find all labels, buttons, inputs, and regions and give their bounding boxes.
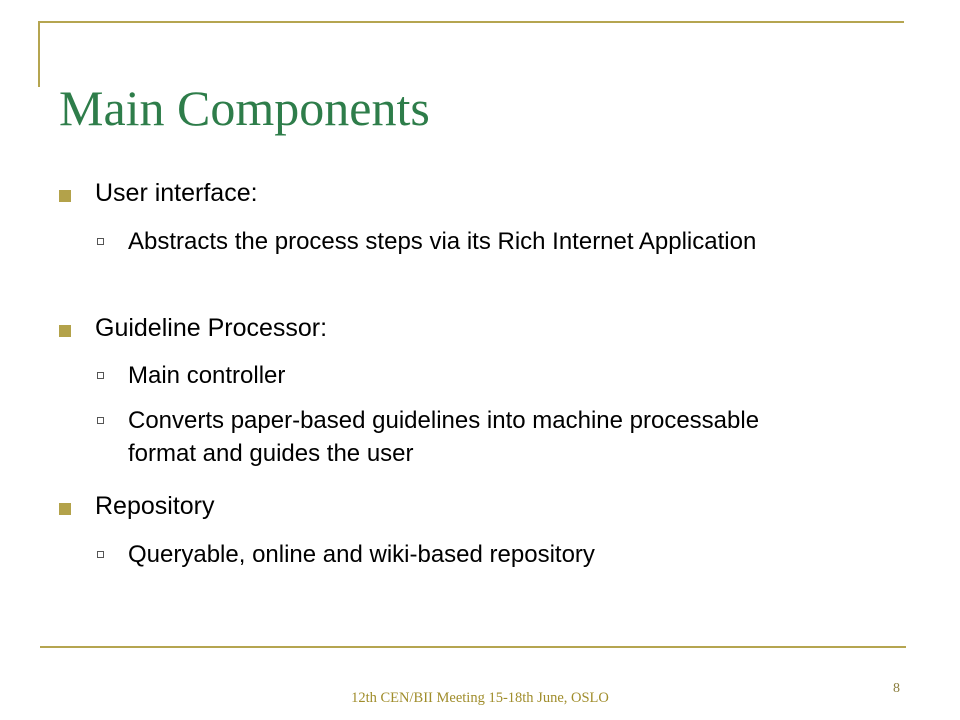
hollow-square-bullet-icon bbox=[97, 417, 104, 424]
hollow-square-bullet-icon bbox=[97, 238, 104, 245]
footer-caption: 12th CEN/BII Meeting 15-18th June, OSLO bbox=[351, 690, 609, 706]
square-bullet-icon bbox=[59, 190, 71, 202]
hollow-square-bullet-icon bbox=[97, 372, 104, 379]
sub-bullet-queryable-repository: Queryable, online and wiki-based repository bbox=[128, 541, 595, 568]
top-rule bbox=[38, 21, 904, 23]
sub-bullet-main-controller: Main controller bbox=[128, 362, 286, 389]
square-bullet-icon bbox=[59, 325, 71, 337]
hollow-square-bullet-icon bbox=[97, 551, 104, 558]
square-bullet-icon bbox=[59, 503, 71, 515]
bullet-user-interface: User interface: bbox=[95, 179, 258, 207]
sub-bullet-converts-guidelines: Converts paper-based guidelines into machine processable format and guides the user bbox=[128, 407, 760, 467]
footer-rule bbox=[40, 646, 906, 648]
slide-title: Main Components bbox=[59, 80, 430, 136]
page-number: 8 bbox=[893, 681, 900, 696]
left-rule bbox=[38, 21, 40, 87]
bullet-repository: Repository bbox=[95, 492, 215, 520]
sub-bullet-rich-internet-application: Abstracts the process steps via its Rich Internet Application bbox=[128, 228, 757, 255]
bullet-guideline-processor: Guideline Processor: bbox=[95, 314, 328, 342]
